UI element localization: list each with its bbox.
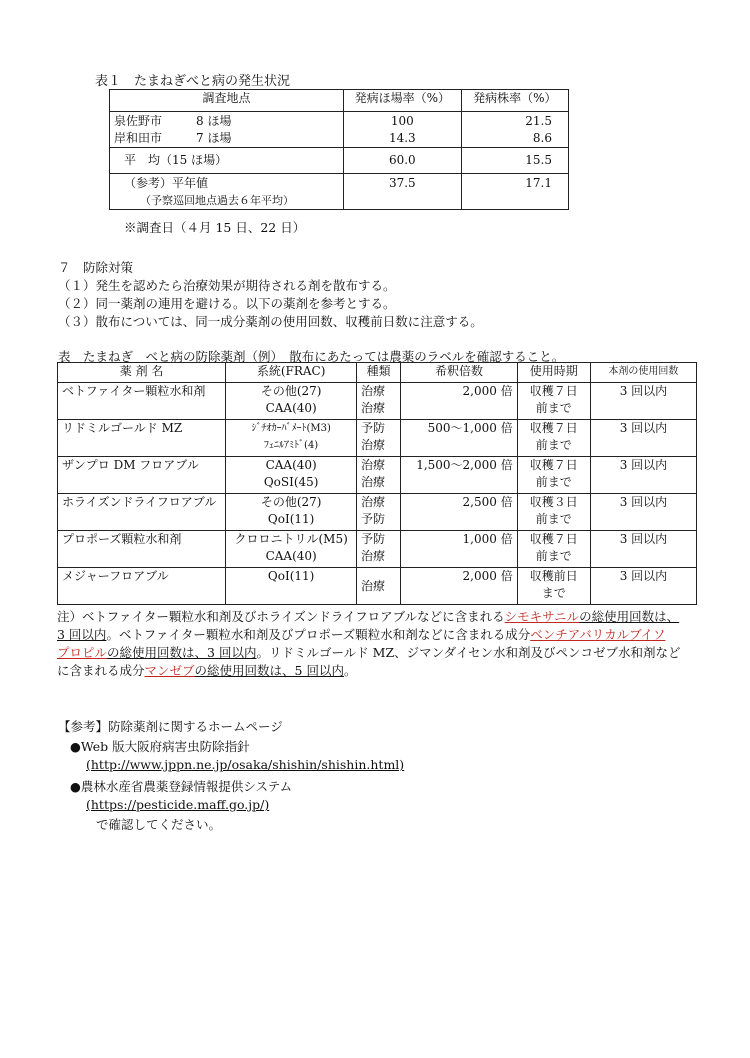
reference-plant-rate: 17.1 [461, 174, 568, 210]
timing-line: 前まで [535, 549, 572, 563]
table-row [58, 531, 697, 568]
table-row [58, 420, 697, 457]
timing-line: 収穫前日 [529, 569, 578, 583]
ingredient-mancozeb: マンゼブ [144, 663, 195, 678]
pesticide-name: ザンプロ DM フロアブル [58, 457, 226, 494]
reference-field-rate: 37.5 [344, 174, 462, 210]
frac-group: CAA(40) [265, 401, 317, 415]
usage-count: 3 回以内 [590, 568, 696, 605]
maff-url[interactable]: (https://pesticide.maff.go.jp/) [86, 797, 270, 812]
note-text: 。リドミルゴールド MZ、ジマンダイセン水和剤及びペンコゼブ水和剤など [256, 645, 681, 660]
timing-line: 収穫７日 [529, 384, 578, 398]
action-type: 治療 [361, 495, 386, 509]
reference-title: 【参考】防除薬剤に関するホームページ [58, 719, 283, 734]
table1-row-reference [110, 174, 569, 210]
table1 [109, 89, 569, 210]
field-count: 7 ほ場 [196, 131, 232, 145]
survey-date-note: ※調査日（４月 15 日、22 日） [124, 220, 306, 235]
average-label: 平 均（15 ほ場） [110, 148, 344, 174]
dilution-rate: 2,500 倍 [401, 494, 517, 531]
note-line-2 [57, 626, 707, 644]
dilution-rate: 2,000 倍 [401, 383, 517, 420]
countermeasure-item-3: （３）散布については、同一成分薬剤の使用回数、収穫前日数に注意する。 [58, 314, 483, 329]
pesticide-name: ホライズンドライフロアブル [58, 494, 226, 531]
note-line-1 [57, 608, 707, 626]
action-type: 治療 [361, 401, 386, 415]
plant-rate-value: 21.5 [525, 114, 552, 128]
reference-closing: で確認してください。 [96, 817, 222, 832]
frac-group: クロロニトリル(M5) [234, 532, 348, 546]
frac-group: CAA(40) [265, 458, 317, 472]
table1-row-data [110, 112, 569, 148]
pesticide-notes [57, 608, 707, 680]
reference-link-maff[interactable] [86, 797, 269, 812]
note-text: 。 [343, 663, 357, 678]
timing-line: 前まで [535, 401, 572, 415]
reference-item-maff: ●農林水産省農薬登録情報提供システム [70, 779, 293, 794]
pesticide-name: メジャーフロアブル [58, 568, 226, 605]
table2-header-frac: 系統(FRAC) [226, 363, 357, 383]
action-type: 治療 [361, 384, 386, 398]
frac-group: その他(27) [260, 384, 322, 398]
frac-group: ｼﾞﾁｵｶｰﾊﾞﾒｰﾄ(M3) [251, 423, 331, 434]
table2-header-name: 薬 剤 名 [58, 363, 226, 383]
table1-header-location: 調査地点 [110, 90, 344, 112]
pesticide-name: ベトファイター顆粒水和剤 [58, 383, 226, 420]
ingredient-benthiavalicarb-cont: プロピル [57, 645, 108, 660]
note-text: に含まれる成分 [57, 663, 145, 678]
section7-title: ７ 防除対策 [58, 260, 134, 275]
usage-count: 3 回以内 [590, 420, 696, 457]
field-rate-value: 100 [390, 114, 414, 128]
dilution-rate: 1,500～2,000 倍 [401, 457, 517, 494]
timing-line: 収穫７日 [529, 532, 578, 546]
note-text: の総使用回数は、5 回以内 [194, 663, 344, 678]
average-plant-rate: 15.5 [461, 148, 568, 174]
location-name: 岸和田市 [114, 131, 163, 145]
usage-count: 3 回以内 [590, 531, 696, 568]
timing-line: 収穫３日 [529, 495, 578, 509]
frac-group: CAA(40) [265, 549, 317, 563]
note-line-3 [57, 644, 707, 662]
table-row [58, 457, 697, 494]
table2-header-count: 本剤の使用回数 [590, 363, 696, 383]
frac-group: その他(27) [260, 495, 322, 509]
table1-row-average [110, 148, 569, 174]
table1-header-field-rate: 発病ほ場率（%） [344, 90, 462, 112]
usage-count: 3 回以内 [590, 383, 696, 420]
timing-line: 前まで [535, 438, 572, 452]
reference-item-osaka: ●Web 版大阪府病害虫防除指針 [70, 739, 250, 754]
field-count: 8 ほ場 [196, 114, 232, 128]
plant-rate-value: 8.6 [532, 131, 552, 145]
usage-count: 3 回以内 [590, 457, 696, 494]
frac-group: QoI(11) [226, 568, 357, 605]
frac-group: ﾌｪﾆﾙｱﾐﾄﾞ(4) [264, 440, 319, 451]
action-type: 治療 [357, 568, 401, 605]
action-type: 予防 [361, 532, 386, 546]
action-type: 治療 [361, 549, 386, 563]
timing-line: まで [541, 586, 566, 600]
table2 [57, 362, 697, 605]
ingredient-cymoxanil: シモキサニル [504, 609, 580, 624]
timing-line: 前まで [535, 512, 572, 526]
countermeasure-item-1: （１）発生を認めたら治療効果が期待される剤を散布する。 [58, 278, 396, 293]
average-field-rate: 60.0 [344, 148, 462, 174]
reference-label: （参考）平年値 [124, 176, 209, 190]
note-text: 注）ベトファイター顆粒水和剤及びホライズンドライフロアブルなどに含まれる [57, 609, 505, 624]
note-text: 3 回以内 [57, 627, 107, 642]
note-line-4 [57, 662, 707, 680]
table-row [58, 383, 697, 420]
timing-line: 収穫７日 [529, 458, 578, 472]
usage-count: 3 回以内 [590, 494, 696, 531]
ingredient-benthiavalicarb: ベンチアバリカルブイソ [530, 627, 666, 642]
table2-header-timing: 使用時期 [517, 363, 590, 383]
action-type: 治療 [361, 475, 386, 489]
pesticide-name: リドミルゴールド MZ [58, 420, 226, 457]
frac-group: QoI(11) [267, 512, 315, 526]
frac-group: QoSI(45) [263, 475, 319, 489]
action-type: 治療 [361, 438, 386, 452]
osaka-url[interactable]: (http://www.jppn.ne.jp/osaka/shishin/shishin.html) [86, 757, 405, 772]
action-type: 予防 [361, 512, 386, 526]
table2-caption: 表 たまねぎ べと病の防除薬剤（例） 散布にあたっては農薬のラベルを確認すること。 [58, 349, 565, 364]
table1-caption: 表１ たまねぎべと病の発生状況 [95, 74, 291, 89]
table-row [114, 113, 339, 130]
reference-sublabel: （予察巡回地点過去６年平均） [140, 194, 294, 207]
action-type: 治療 [361, 458, 386, 472]
table2-header-type: 種類 [357, 363, 401, 383]
pesticide-name: プロポーズ顆粒水和剤 [58, 531, 226, 568]
timing-line: 収穫７日 [529, 421, 578, 435]
dilution-rate: 1,000 倍 [401, 531, 517, 568]
dilution-rate: 2,000 倍 [401, 568, 517, 605]
field-rate-value: 14.3 [388, 131, 416, 145]
note-text: 。ベトファイター顆粒水和剤及びプロポーズ顆粒水和剤などに含まれる成分 [106, 627, 531, 642]
note-text: の総使用回数は、3 回以内 [107, 645, 257, 660]
table2-header-dilution: 希釈倍数 [401, 363, 517, 383]
reference-link-osaka[interactable] [86, 757, 404, 772]
table-row [58, 494, 697, 531]
location-name: 泉佐野市 [114, 114, 163, 128]
table-row [58, 568, 697, 605]
table-row [114, 130, 339, 147]
dilution-rate: 500～1,000 倍 [401, 420, 517, 457]
timing-line: 前まで [535, 475, 572, 489]
note-text: の総使用回数は、 [579, 609, 680, 624]
action-type: 予防 [361, 421, 386, 435]
table1-header-plant-rate: 発病株率（%） [461, 90, 568, 112]
countermeasure-item-2: （２）同一薬剤の連用を避ける。以下の薬剤を参考とする。 [58, 296, 396, 311]
